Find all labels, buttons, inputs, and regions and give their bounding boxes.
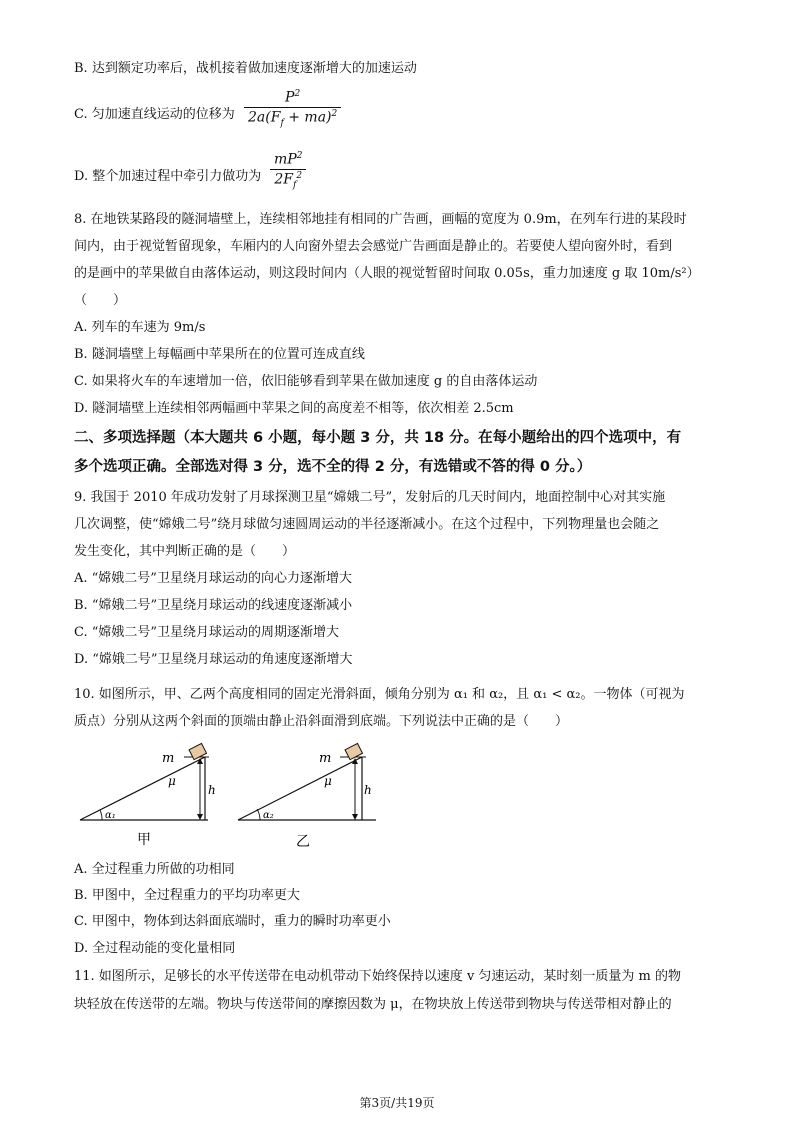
q8-option-a: A. 列车的车速为 9m/s <box>74 320 206 335</box>
section2-heading-line1: 二、多项选择题（本大题共 6 小题，每小题 3 分，共 18 分。在每小题给出的四个选项中，有 <box>74 430 682 446</box>
q8-option-d: D. 隧洞墙壁上连续相邻两幅画中苹果之间的高度差不相等，依次相差 2.5cm <box>74 401 514 416</box>
incline-left <box>80 743 216 848</box>
label-jia: 甲 <box>137 832 151 848</box>
q7-option-d-formula: $mP^2$ $2F_f^2$ <box>270 151 306 190</box>
label-yi: 乙 <box>296 834 310 850</box>
q10-incline-figure <box>74 740 394 852</box>
q7-option-d-text: D. 整个加速过程中牵引力做功为 <box>74 169 262 184</box>
q8-stem-line2: 间内，由于视觉暂留现象，车厢内的人向窗外望去会感觉广告画面是静止的。若要使人望向窗外时，看到 <box>74 239 673 254</box>
q9-stem-line1: 9. 我国于 2010 年成功发射了月球探测卫星“嫦娥二号”，发射后的几天时间内，地面控制中心对其实施 <box>74 490 666 505</box>
q9-option-c: C. “嫦娥二号”卫星绕月球运动的周期逐渐增大 <box>74 625 340 640</box>
q8-stem-line1: 8. 在地铁某路段的隧洞墙壁上，连续相邻地挂有相同的广告画，画幅的宽度为 0.9m，在列车行进的某段时 <box>74 212 687 227</box>
label-m-left: m <box>162 751 175 766</box>
q10-option-b: B. 甲图中，全过程重力的平均功率更大 <box>74 888 300 903</box>
q9-option-d: D. “嫦娥二号”卫星绕月球运动的角速度逐渐增大 <box>74 652 353 667</box>
label-h-left: h <box>208 783 216 797</box>
q8-stem-line4: （ ） <box>74 293 127 308</box>
q10-option-c: C. 甲图中，物体到达斜面底端时，重力的瞬时功率更小 <box>74 914 391 929</box>
q7-option-c-formula: $P^2$ $2a(F_f + ma)^2$ <box>244 89 341 128</box>
q9-stem-line3: 发生变化，其中判断正确的是（ ） <box>74 544 296 559</box>
q8-option-b: B. 隧洞墙壁上每幅画中苹果所在的位置可连成直线 <box>74 347 365 362</box>
label-alpha2: α₂ <box>263 810 274 821</box>
label-h-right: h <box>364 783 372 797</box>
q10-stem-line1: 10. 如图所示，甲、乙两个高度相同的固定光滑斜面，倾角分别为 α₁ 和 α₂，且 α₁ < α₂。一物体（可视为 <box>74 687 685 702</box>
label-alpha1: α₁ <box>105 810 116 821</box>
q7-option-d <box>74 168 261 186</box>
section2-heading-line2: 多个选项正确。全部选对得 3 分，选不全的得 2 分，有选错或不答的得 0 分。） <box>74 459 592 475</box>
q10-stem-line2: 质点）分别从这两个斜面的顶端由静止沿斜面滑到底端。下列说法中正确的是（ ） <box>74 714 569 729</box>
q8-stem-line3: 的是画中的苹果做自由落体运动，则这段时间内（人眼的视觉暂留时间取 0.05s，重力加速度 g 取 10m/s²） <box>74 266 700 281</box>
q8-option-c: C. 如果将火车的车速增加一倍，依旧能够看到苹果在做加速度 g 的自由落体运动 <box>74 374 538 389</box>
q7-option-c <box>74 106 235 124</box>
incline-right <box>238 743 376 850</box>
q9-option-a: A. “嫦娥二号”卫星绕月球运动的向心力逐渐增大 <box>74 571 352 586</box>
q7-option-c-text: C. 匀加速直线运动的位移为 <box>74 107 235 122</box>
q9-stem-line2: 几次调整，使“嫦娥二号”绕月球做匀速圆周运动的半径逐渐减小。在这个过程中，下列物理量也会随之 <box>74 517 660 532</box>
q7-option-b: B. 达到额定功率后，战机接着做加速度逐渐增大的加速运动 <box>74 61 417 76</box>
q11-stem-line2: 块轻放在传送带的左端。物块与传送带间的摩擦因数为 μ，在物块放上传送带到物块与传送带相对静止的 <box>74 997 672 1012</box>
q10-option-a: A. 全过程重力所做的功相同 <box>74 862 235 877</box>
page-footer: 第3页/共19页 <box>359 1096 435 1110</box>
label-mu-right: μ <box>324 774 332 788</box>
q9-option-b: B. “嫦娥二号”卫星绕月球运动的线速度逐渐减小 <box>74 598 353 613</box>
q10-option-d: D. 全过程动能的变化量相同 <box>74 941 236 956</box>
label-m-right: m <box>319 751 332 766</box>
q11-stem-line1: 11. 如图所示，足够长的水平传送带在电动机带动下始终保持以速度 v 匀速运动，某时刻一质量为 m 的物 <box>74 969 682 984</box>
label-mu-left: μ <box>168 774 176 788</box>
